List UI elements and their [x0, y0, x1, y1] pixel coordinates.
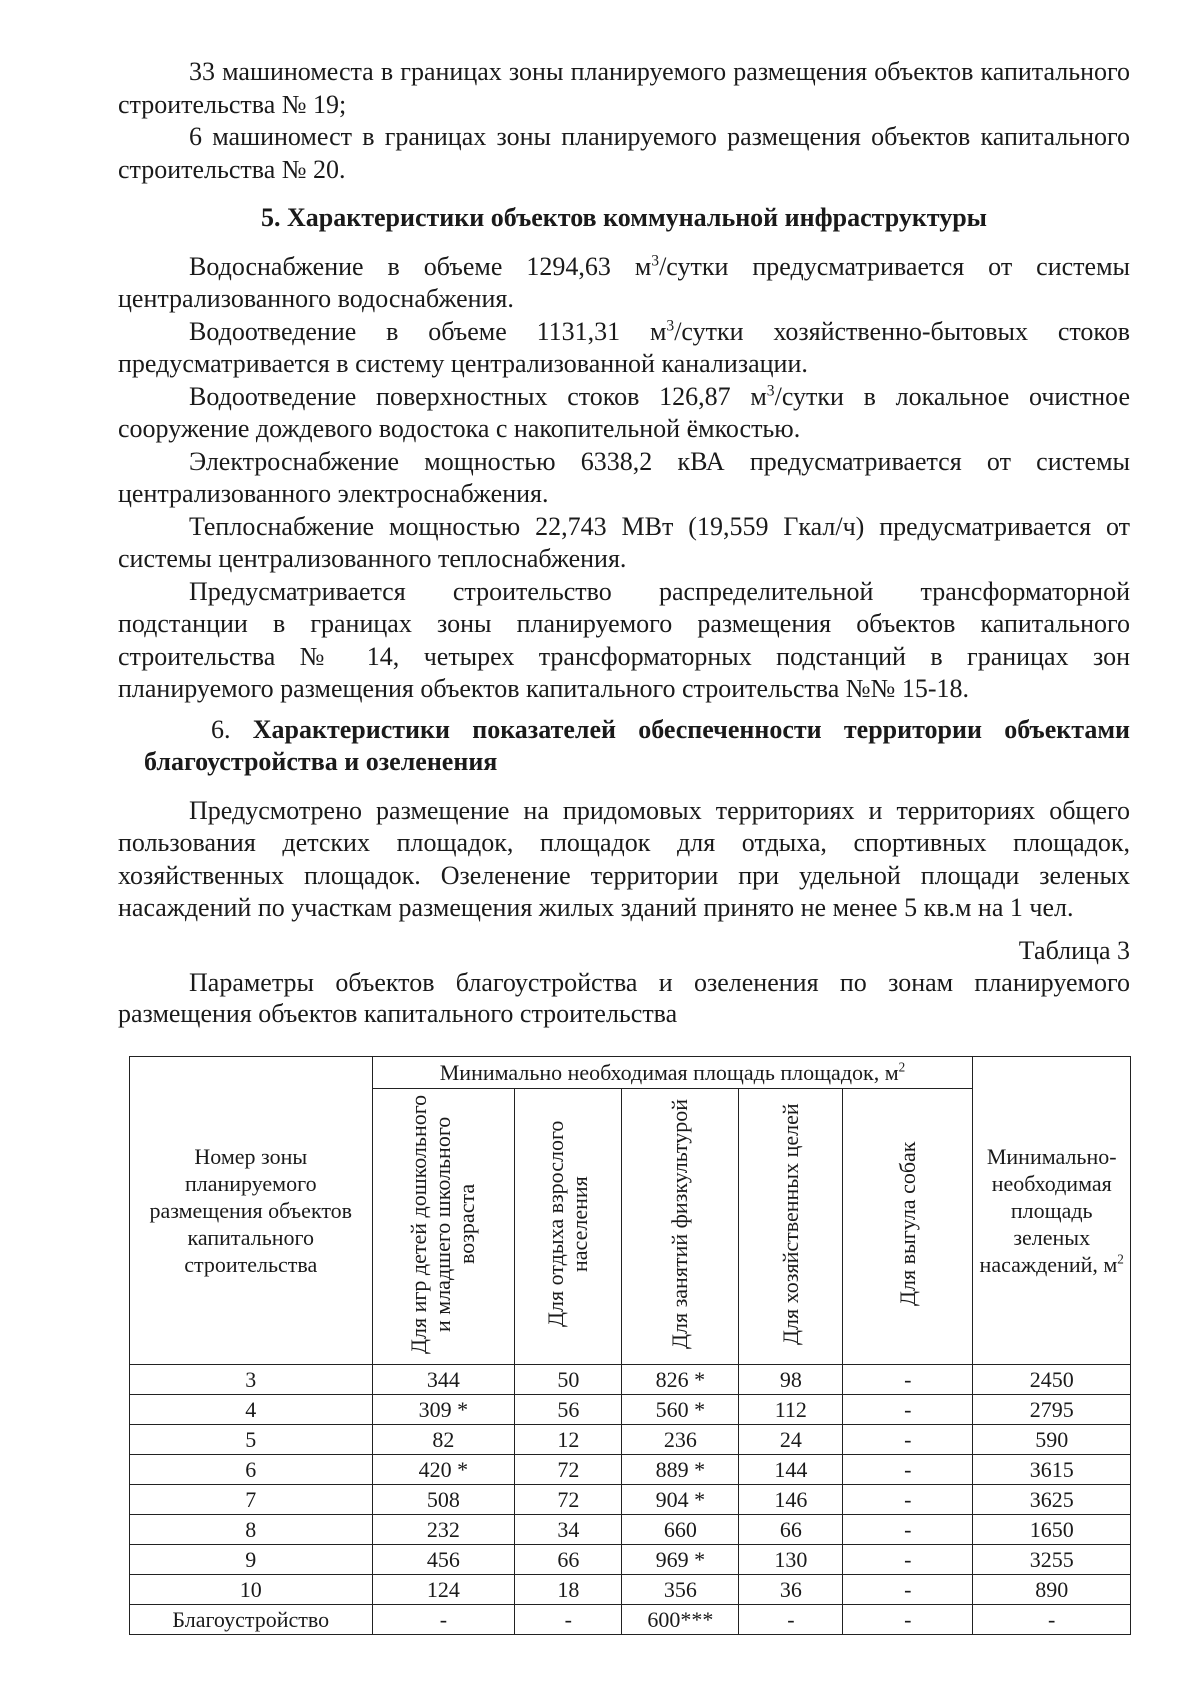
table-cell: 560 * [622, 1395, 739, 1425]
table-cell: 3615 [973, 1455, 1131, 1485]
table-cell: 309 * [372, 1395, 515, 1425]
table-cell: 344 [372, 1365, 515, 1395]
table-cell: 232 [372, 1515, 515, 1545]
document-page [118, 56, 1130, 1029]
table-cell: 2450 [973, 1365, 1131, 1395]
col-header-green-area: Минимально-необходимая площадь зеленых насаждений, $м^2$ [973, 1057, 1131, 1365]
table-cell: - [843, 1605, 973, 1635]
table-cell: 12 [515, 1425, 622, 1455]
table-cell: 9 [130, 1545, 373, 1575]
col-header-kids: Для игр детей дошкольного и младшего школьного возраста [372, 1089, 515, 1365]
table-cell: 3 [130, 1365, 373, 1395]
table-cell: - [843, 1455, 973, 1485]
table-cell: 10 [130, 1575, 373, 1605]
table-cell: - [843, 1515, 973, 1545]
table-cell: 98 [739, 1365, 843, 1395]
landscaping-text: Предусмотрено размещение на придомовых территориях и территориях общего пользования детских площадок, площадок для отдыха, спортивных площадок, хозяйственных площадок. Озеленение территории при удельной площади зеленых насаждений по участкам размещения жилых зданий принято не менее 5 кв.м на 1 чел. [118, 795, 1130, 922]
table-cell: 356 [622, 1575, 739, 1605]
table-cell: 590 [973, 1425, 1131, 1455]
table-row [130, 1395, 1131, 1425]
table-row [130, 1455, 1131, 1485]
table-cell: Благоустройство [130, 1605, 373, 1635]
table-cell: 1650 [973, 1515, 1131, 1545]
parking-zone-20-text: 6 машиномест в границах зоны планируемого размещения объектов капитального строительства № 20. [118, 122, 1130, 184]
table-cell: 66 [515, 1545, 622, 1575]
table-cell: 508 [372, 1485, 515, 1515]
col-header-household: Для хозяйственных целей [739, 1089, 843, 1365]
water-supply-text: Водоснабжение в объеме 1294,63 $м^3$/сутки предусматривается от системы централизованного водоснабжения. [118, 251, 1130, 313]
table-cell: 4 [130, 1395, 373, 1425]
table-row [130, 1545, 1131, 1575]
table-cell: 826 * [622, 1365, 739, 1395]
table-cell: 904 * [622, 1485, 739, 1515]
table-cell: 600*** [622, 1605, 739, 1635]
table-3-label: Таблица 3 [1018, 935, 1130, 965]
table-cell: 82 [372, 1425, 515, 1455]
table-cell: 5 [130, 1425, 373, 1455]
table-cell: 889 * [622, 1455, 739, 1485]
table-cell: 660 [622, 1515, 739, 1545]
table-cell: 3625 [973, 1485, 1131, 1515]
heat-supply-text: Теплоснабжение мощностью 22,743 МВт (19,559 Гкал/ч) предусматривается от системы централизованного теплоснабжения. [118, 511, 1130, 573]
table-3 [129, 1056, 1131, 1635]
table-row [130, 1425, 1131, 1455]
table-cell: 2795 [973, 1395, 1131, 1425]
table-cell: - [843, 1365, 973, 1395]
table-cell: 144 [739, 1455, 843, 1485]
table-cell: 969 * [622, 1545, 739, 1575]
group-header-min-area: Минимально необходимая площадь площадок, $м^2$ [372, 1057, 973, 1089]
table-cell: 456 [372, 1545, 515, 1575]
table-cell: 66 [739, 1515, 843, 1545]
table-cell: 6 [130, 1455, 373, 1485]
table-cell: - [843, 1575, 973, 1605]
table-cell: 236 [622, 1425, 739, 1455]
table-cell: 18 [515, 1575, 622, 1605]
table-cell: 420 * [372, 1455, 515, 1485]
table-cell: 72 [515, 1455, 622, 1485]
table-row [130, 1605, 1131, 1635]
col-header-zone: Номер зоны планируемого размещения объектов капитального строительства [130, 1057, 373, 1365]
section-5-heading: 5. Характеристики объектов коммунальной инфраструктуры [261, 203, 987, 232]
table-cell: 130 [739, 1545, 843, 1575]
table-cell: - [973, 1605, 1131, 1635]
table-cell: 24 [739, 1425, 843, 1455]
table-cell: 890 [973, 1575, 1131, 1605]
table-cell: 8 [130, 1515, 373, 1545]
col-header-sport: Для занятий физкультурой [622, 1089, 739, 1365]
table-row [130, 1485, 1131, 1515]
table-cell: 146 [739, 1485, 843, 1515]
table-cell: 50 [515, 1365, 622, 1395]
power-supply-text: Электроснабжение мощностью 6338,2 кВА предусматривается от системы централизованного электроснабжения. [118, 446, 1130, 508]
table-cell: - [739, 1605, 843, 1635]
table-cell: 34 [515, 1515, 622, 1545]
table-3-title: Параметры объектов благоустройства и озеленения по зонам планируемого размещения объектов капитального строительства [118, 967, 1130, 1028]
sewerage-text: Водоотведение в объеме 1131,31 $м^3$/сутки хозяйственно-бытовых стоков предусматривается в систему централизованной канализации. [118, 316, 1130, 378]
stormwater-text: Водоотведение поверхностных стоков 126,87 $м^3$/сутки в локальное очистное сооружение дождевого водостока с накопительной ёмкостью. [118, 381, 1130, 443]
table-row [130, 1515, 1131, 1545]
table-cell: - [843, 1545, 973, 1575]
table-row [130, 1365, 1131, 1395]
col-header-adults: Для отдыха взрослого населения [515, 1089, 622, 1365]
section-6-heading: 6. Характеристики показателей обеспеченности территории объектами благоустройства и озеленения [144, 714, 1131, 776]
parking-zone-19-text: 33 машиноместа в границах зоны планируемого размещения объектов капитального строительства № 19; [118, 57, 1130, 119]
table-row [130, 1575, 1131, 1605]
table-cell: 72 [515, 1485, 622, 1515]
substation-text: Предусматривается строительство распределительной трансформаторной подстанции в границах зоны планируемого размещения объектов капитального строительства № 14, четырех трансформаторных подстанций в границах зон планируемого размещения объектов капитального строительства №№ 15-18. [118, 576, 1130, 703]
table-cell: 36 [739, 1575, 843, 1605]
table-cell: 112 [739, 1395, 843, 1425]
table-cell: - [372, 1605, 515, 1635]
col-header-dogs: Для выгула собак [843, 1089, 973, 1365]
table-cell: - [843, 1395, 973, 1425]
table-3-body [130, 1365, 1131, 1635]
table-cell: - [515, 1605, 622, 1635]
table-cell: 7 [130, 1485, 373, 1515]
table-cell: 3255 [973, 1545, 1131, 1575]
table-cell: - [843, 1425, 973, 1455]
table-cell: 124 [372, 1575, 515, 1605]
table-cell: 56 [515, 1395, 622, 1425]
table-cell: - [843, 1485, 973, 1515]
